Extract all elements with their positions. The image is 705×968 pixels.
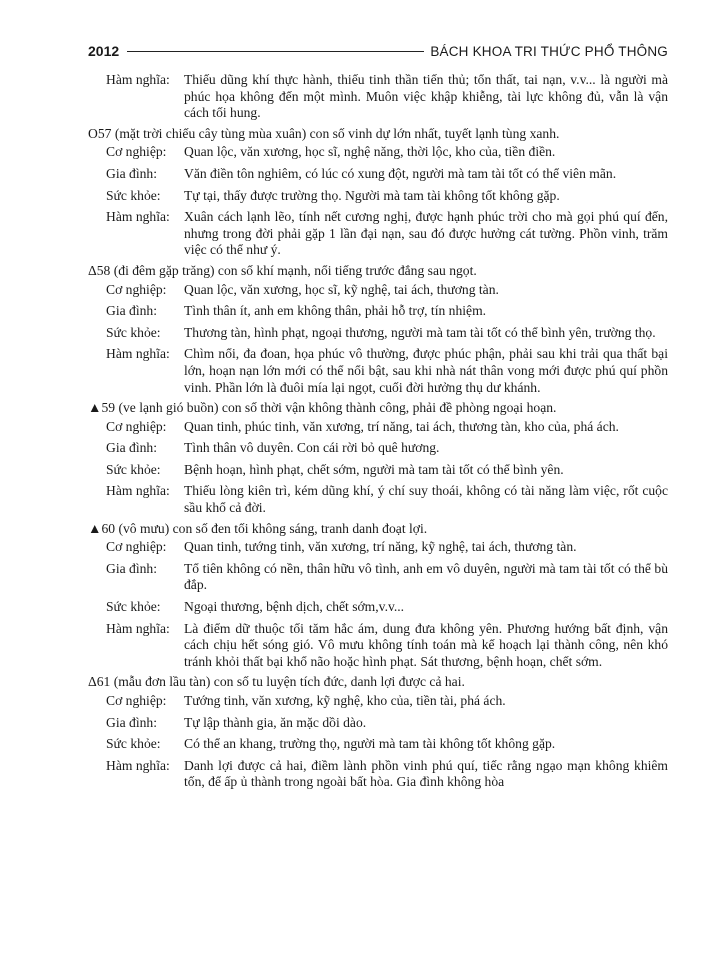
row-label: Cơ nghiệp: (106, 693, 167, 708)
entry-block (88, 521, 668, 671)
row-label: Sức khỏe: (106, 187, 161, 203)
row-text: Tướng tinh, văn xương, kỹ nghệ, kho của, tiền tài, phá ách. (184, 693, 506, 708)
row-text: Có thể an khang, trường thọ, người mà tam tài không tốt không gặp. (184, 736, 556, 752)
entry-heading (88, 400, 668, 417)
entry-row (88, 483, 668, 516)
row-label: Cơ nghiệp: (106, 281, 167, 297)
row-label: Cơ nghiệp: (106, 418, 167, 434)
entry-code: Δ61 (88, 674, 111, 690)
page-number: 2012 (88, 43, 120, 59)
entry-row (88, 440, 668, 457)
row-label: Cơ nghiệp: (106, 539, 167, 555)
entry-block (88, 400, 668, 517)
entry-heading (88, 521, 668, 538)
entry-row (88, 621, 668, 671)
row-text: Bệnh hoạn, hình phạt, chết sớm, người mà tam tài tốt có thể bình yên. (184, 461, 564, 477)
row-text: Thiếu lòng kiên trì, kém dũng khí, ý chí suy thoái, không có tài năng làm việc, rốt cuộc sầu khổ cả đời. (184, 483, 668, 516)
entry-row (88, 736, 668, 753)
entry-list (88, 126, 668, 791)
row-text: Thương tàn, hình phạt, ngoại thương, người mà tam tài tốt có thể bình yên, trường thọ. (184, 324, 656, 340)
entry-row (88, 144, 668, 161)
entry-heading-text: (mẫu đơn lầu tàn) con số tu luyện tích đức, danh lợi được cả hai. (113, 674, 465, 690)
page-header (88, 40, 668, 62)
entry-heading-text: (ve lạnh gió buồn) con số thời vận không thành công, phải đề phòng ngoại hoạn. (118, 400, 557, 416)
entry-row (88, 715, 668, 732)
page-content (88, 72, 668, 795)
row-text: Tự tại, thấy được trường thọ. Người mà tam tài không tốt không gặp. (184, 187, 560, 203)
row-text: Quan lộc, văn xương, học sĩ, kỹ nghệ, tai ách, thương tàn. (184, 281, 499, 297)
entry-block (88, 674, 668, 791)
entry-block (88, 126, 668, 259)
row-text: Xuân cách lạnh lẽo, tính nết cương nghị, được hạnh phúc trời cho mà gọi phú quí đến, nhưng trong đời phải gặp 1 lần đại nạn, sau đó được hưởng cát tường. Phồn vinh, trăm việc có thể như ý. (184, 209, 668, 258)
book-title: BÁCH KHOA TRI THỨC PHỔ THÔNG (430, 43, 668, 59)
row-text: Tự lập thành gia, ăn mặc dồi dào. (184, 714, 367, 730)
row-label: Gia đình: (106, 560, 157, 576)
row-label: Gia đình: (106, 303, 157, 319)
entry-heading-text: (vô mưu) con số đen tối không sáng, tranh danh đoạt lợi. (118, 520, 428, 536)
row-text: Quan tinh, tướng tinh, văn xương, trí năng, kỹ nghệ, tai ách, thương tàn. (184, 539, 577, 555)
entry-heading (88, 263, 668, 280)
row-label: Gia đình: (106, 714, 157, 730)
row-text: Văn điền tôn nghiêm, có lúc có xung đột, người mà tam tài tốt có thể viên mãn. (184, 165, 617, 181)
row-label: Sức khỏe: (106, 736, 161, 752)
entry-row (88, 166, 668, 183)
entry-code: ▲59 (88, 400, 116, 416)
entry-row (88, 188, 668, 205)
meaning-row (88, 72, 668, 122)
entry-row (88, 539, 668, 556)
entry-block (88, 263, 668, 396)
entry-row (88, 419, 668, 436)
entry-row (88, 758, 668, 791)
row-text: Quan tinh, phúc tinh, văn xương, trí năng, tai ách, thương tàn, kho của, phá ách. (184, 418, 619, 434)
entry-row (88, 303, 668, 320)
entry-row (88, 282, 668, 299)
row-label: Sức khỏe: (106, 324, 161, 340)
row-label: Gia đình: (106, 440, 157, 456)
row-text: Chìm nổi, đa đoan, họa phúc vô thường, được phúc phận, phải sau khi trải qua thất bại lớn, hoạn nạn lớn mới có thể nổi bật, sau khi nhà nát thân vong mới được phú quí phồn vinh. Phần lớn là đuôi mía lại ngọt, cuối đời hưởng thụ dư khánh. (184, 346, 668, 395)
row-text: Tình thân vô duyên. Con cái rời bỏ quê hương. (184, 440, 440, 456)
row-text: Thiếu dũng khí thực hành, thiếu tinh thần tiến thủ; tổn thất, tai nạn, v.v... là người mà phúc họa không đến một mình. Muôn việc khập khiễng, tài lực không đủ, vẫn là vận cách tối hung. (184, 72, 668, 121)
row-label: Cơ nghiệp: (106, 144, 167, 160)
row-text: Tổ tiên không có nền, thân hữu vô tình, anh em vô duyên, người mà tam tài tốt có thể bù đắp. (184, 560, 668, 593)
entry-row (88, 346, 668, 396)
entry-row (88, 325, 668, 342)
entry-heading-text: (mặt trời chiếu cây tùng mùa xuân) con số vinh dự lớn nhất, tuyết lạnh tùng xanh. (114, 125, 560, 141)
entry-row (88, 209, 668, 259)
row-text: Là điểm dữ thuộc tối tăm hắc ám, dung đưa không yên. Phương hướng bất định, vận cách chịu hết sóng gió. Vô mưu không tính toán mà kế hoạch lại thành công, nên khó tránh khỏi thất bại khổ não hoặc hình phạt. Sát thương, bệnh hoạn, chết sớm. (184, 620, 668, 669)
entry-heading-text: (đi đêm gặp trăng) con số khí mạnh, nổi tiếng trước đắng sau ngọt. (113, 262, 477, 278)
intro-block (88, 72, 668, 122)
entry-code: O57 (88, 125, 112, 141)
entry-row (88, 693, 668, 710)
entry-heading (88, 126, 668, 143)
row-text: Quan lộc, văn xương, học sĩ, nghệ năng, thời lộc, kho của, tiền điền. (184, 144, 556, 160)
row-text: Danh lợi được cả hai, điềm lành phồn vinh phú quí, tiếc rằng ngạo mạn không khiêm tốn, để ấp ủ thành trong ngoài bất hòa. Gia đình không hòa (184, 757, 668, 790)
row-text: Tình thân ít, anh em không thân, phải hỗ trợ, tín nhiệm. (184, 303, 487, 319)
row-label: Hàm nghĩa: (106, 757, 170, 773)
row-label: Hàm nghĩa: (106, 483, 170, 499)
row-label: Gia đình: (106, 165, 157, 181)
row-label: Hàm nghĩa: (106, 72, 170, 87)
header-rule (127, 51, 424, 52)
entry-code: Δ58 (88, 262, 111, 278)
entry-row (88, 561, 668, 594)
entry-row (88, 599, 668, 616)
row-text: Ngoại thương, bệnh dịch, chết sớm,v.v... (184, 599, 405, 615)
row-label: Sức khỏe: (106, 461, 161, 477)
row-label: Hàm nghĩa: (106, 620, 170, 636)
row-label: Hàm nghĩa: (106, 346, 170, 362)
entry-code: ▲60 (88, 520, 116, 536)
row-label: Hàm nghĩa: (106, 209, 170, 225)
entry-row (88, 462, 668, 479)
entry-heading (88, 674, 668, 691)
row-label: Sức khỏe: (106, 599, 161, 615)
